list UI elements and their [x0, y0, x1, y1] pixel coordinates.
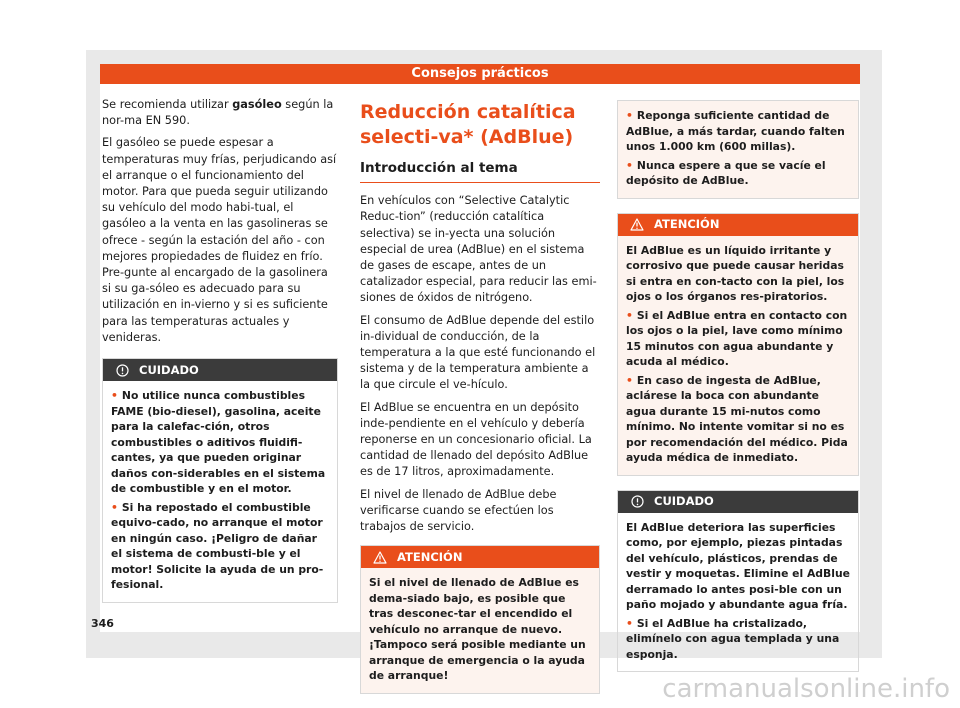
list-item: • Si el AdBlue entra en contacto con los ojos o la piel, lave como mínimo 15 minutos con agua abundante y acuda al médico.: [626, 308, 848, 368]
refill-body: [618, 101, 858, 198]
refill-box: [617, 100, 859, 199]
list-item: • No utilice nunca combustibles FAME (bio-diesel), gasolina, aceite para la calefac-ción, otros combustibles o aditivos fluidifi-cantes, ya que pueden originar daños con-siderables en el sistema de combustible y en el motor.: [111, 389, 326, 496]
caution-header: CUIDADO: [618, 491, 858, 513]
column-2: [360, 100, 600, 694]
info-circle-icon: [628, 495, 646, 508]
warning-triangle-icon: [371, 551, 389, 564]
consumption-paragraph: El consumo de AdBlue depende del estilo in-dividual de conducción, de la temperatura a la que esté funcionando el sistema y de la temperatura ambiente a la que circule el ve-hículo.: [360, 313, 596, 392]
list-item: • Reponga suficiente cantidad de AdBlue, a más tardar, cuando falten unos 1.000 km (600 millas).: [626, 109, 845, 153]
caution-body: El AdBlue deteriora las superficies como, por ejemplo, piezas pintadas del vehículo, plásticos, prendas de vestir y moquetas. Elimine el AdBlue derramado lo antes posi-ble con un paño mojado y abundante agua fría. • Si el AdBlue ha cristalizado, elimínelo con agua templada y una esponja.: [626, 520, 850, 661]
subsection-title: Introducción al tema: [360, 160, 600, 183]
warning-header: ATENCIÓN: [361, 546, 599, 568]
list-item: • Si ha repostado el combustible equivo-cado, no arranque el motor en ningún caso. ¡Peligro de dañar el sistema de combusti-ble y el motor! Solicite la ayuda de un pro-fesional.: [111, 500, 324, 592]
column-1: [102, 97, 338, 603]
caution-body: [103, 381, 337, 602]
warning-header: ATENCIÓN: [618, 214, 858, 236]
info-circle-icon: [113, 364, 131, 377]
caution-header: CUIDADO: [103, 359, 337, 381]
level-paragraph: El nivel de llenado de AdBlue debe verificarse cuando se efectúen los trabajos de servicio.: [360, 487, 557, 534]
column-3: [617, 100, 859, 672]
page-number: 346: [91, 617, 114, 630]
list-item: • Nunca espere a que se vacíe el depósito de AdBlue.: [626, 158, 826, 187]
warning-box-level: [360, 545, 600, 694]
warning-box-irritant: [617, 213, 859, 476]
intro-paragraph: En vehículos con “Selective Catalytic Reduc-tion” (reducción catalítica selectiva) se in-yecta una solución especial de urea (AdBlue) en el sistema de gases de escape, antes de un catalizador especial, para reducir las emi-siones de óxidos de nitrógeno.: [360, 194, 597, 305]
caution-box-fuel: [102, 358, 338, 603]
diesel-paragraph: Se recomienda utilizar gasóleo según la nor-ma EN 590.: [102, 98, 334, 128]
section-title: Reducción catalítica selecti-va* (AdBlue): [360, 101, 576, 148]
tank-paragraph: El AdBlue se encuentra en un depósito inde-pendiente en el vehículo y debería reponerse en un concesionario oficial. La cantidad de llenado del depósito AdBlue es de 17 litros, aproximadamente.: [360, 400, 592, 479]
warning-triangle-icon: [628, 218, 646, 231]
watermark: carmanualsonline.info: [662, 674, 950, 704]
warning-body: El AdBlue es un líquido irritante y corrosivo que puede causar heridas si entra en con-tacto con la piel, los ojos o los órganos res-piratorios. • Si el AdBlue entra en contacto con los ojos o la piel, lave como mínimo 15 minutos con agua abundante y acuda al médico. • En caso de ingesta de AdBlue, aclárese la boca con abundante agua durante 15 mi-nutos como mínimo. No intente vomitar si no es por recomendación del médico. Pida ayuda médica de inmediato.: [618, 236, 858, 475]
cold-diesel-paragraph: El gasóleo se puede espesar a temperaturas muy frías, perjudicando así el arranque o el funcionamiento del motor. Para que pueda seguir utilizando su vehículo del modo habi-tual, el gasóleo a la venta en las gasolineras se ofrece - según la estación del año - con mejores propiedades de fluidez en frío. Pre-gunte al encargado de la gasolinera si su ga-sóleo es adecuado para su utilización en in-vierno y si es suficiente para las temperaturas actuales y venideras.: [102, 136, 337, 344]
list-item: • Si el AdBlue ha cristalizado, elimínelo con agua templada y una esponja.: [626, 616, 840, 661]
list-item: • En caso de ingesta de AdBlue, aclárese la boca con abundante agua durante 15 mi-nutos como mínimo. No intente vomitar si no es por recomendación del médico. Pida ayuda médica de inmediato.: [626, 373, 848, 464]
caution-box-surfaces: [617, 490, 859, 673]
warning-body: Si el nivel de llenado de AdBlue es dema-siado bajo, es posible que tras desconec-tar el encendido el vehículo no arranque de nuevo. ¡Tampoco será posible mediante un arranque de emergencia o la ayuda de arranque!: [369, 576, 586, 683]
section-header: Consejos prácticos: [100, 64, 860, 84]
